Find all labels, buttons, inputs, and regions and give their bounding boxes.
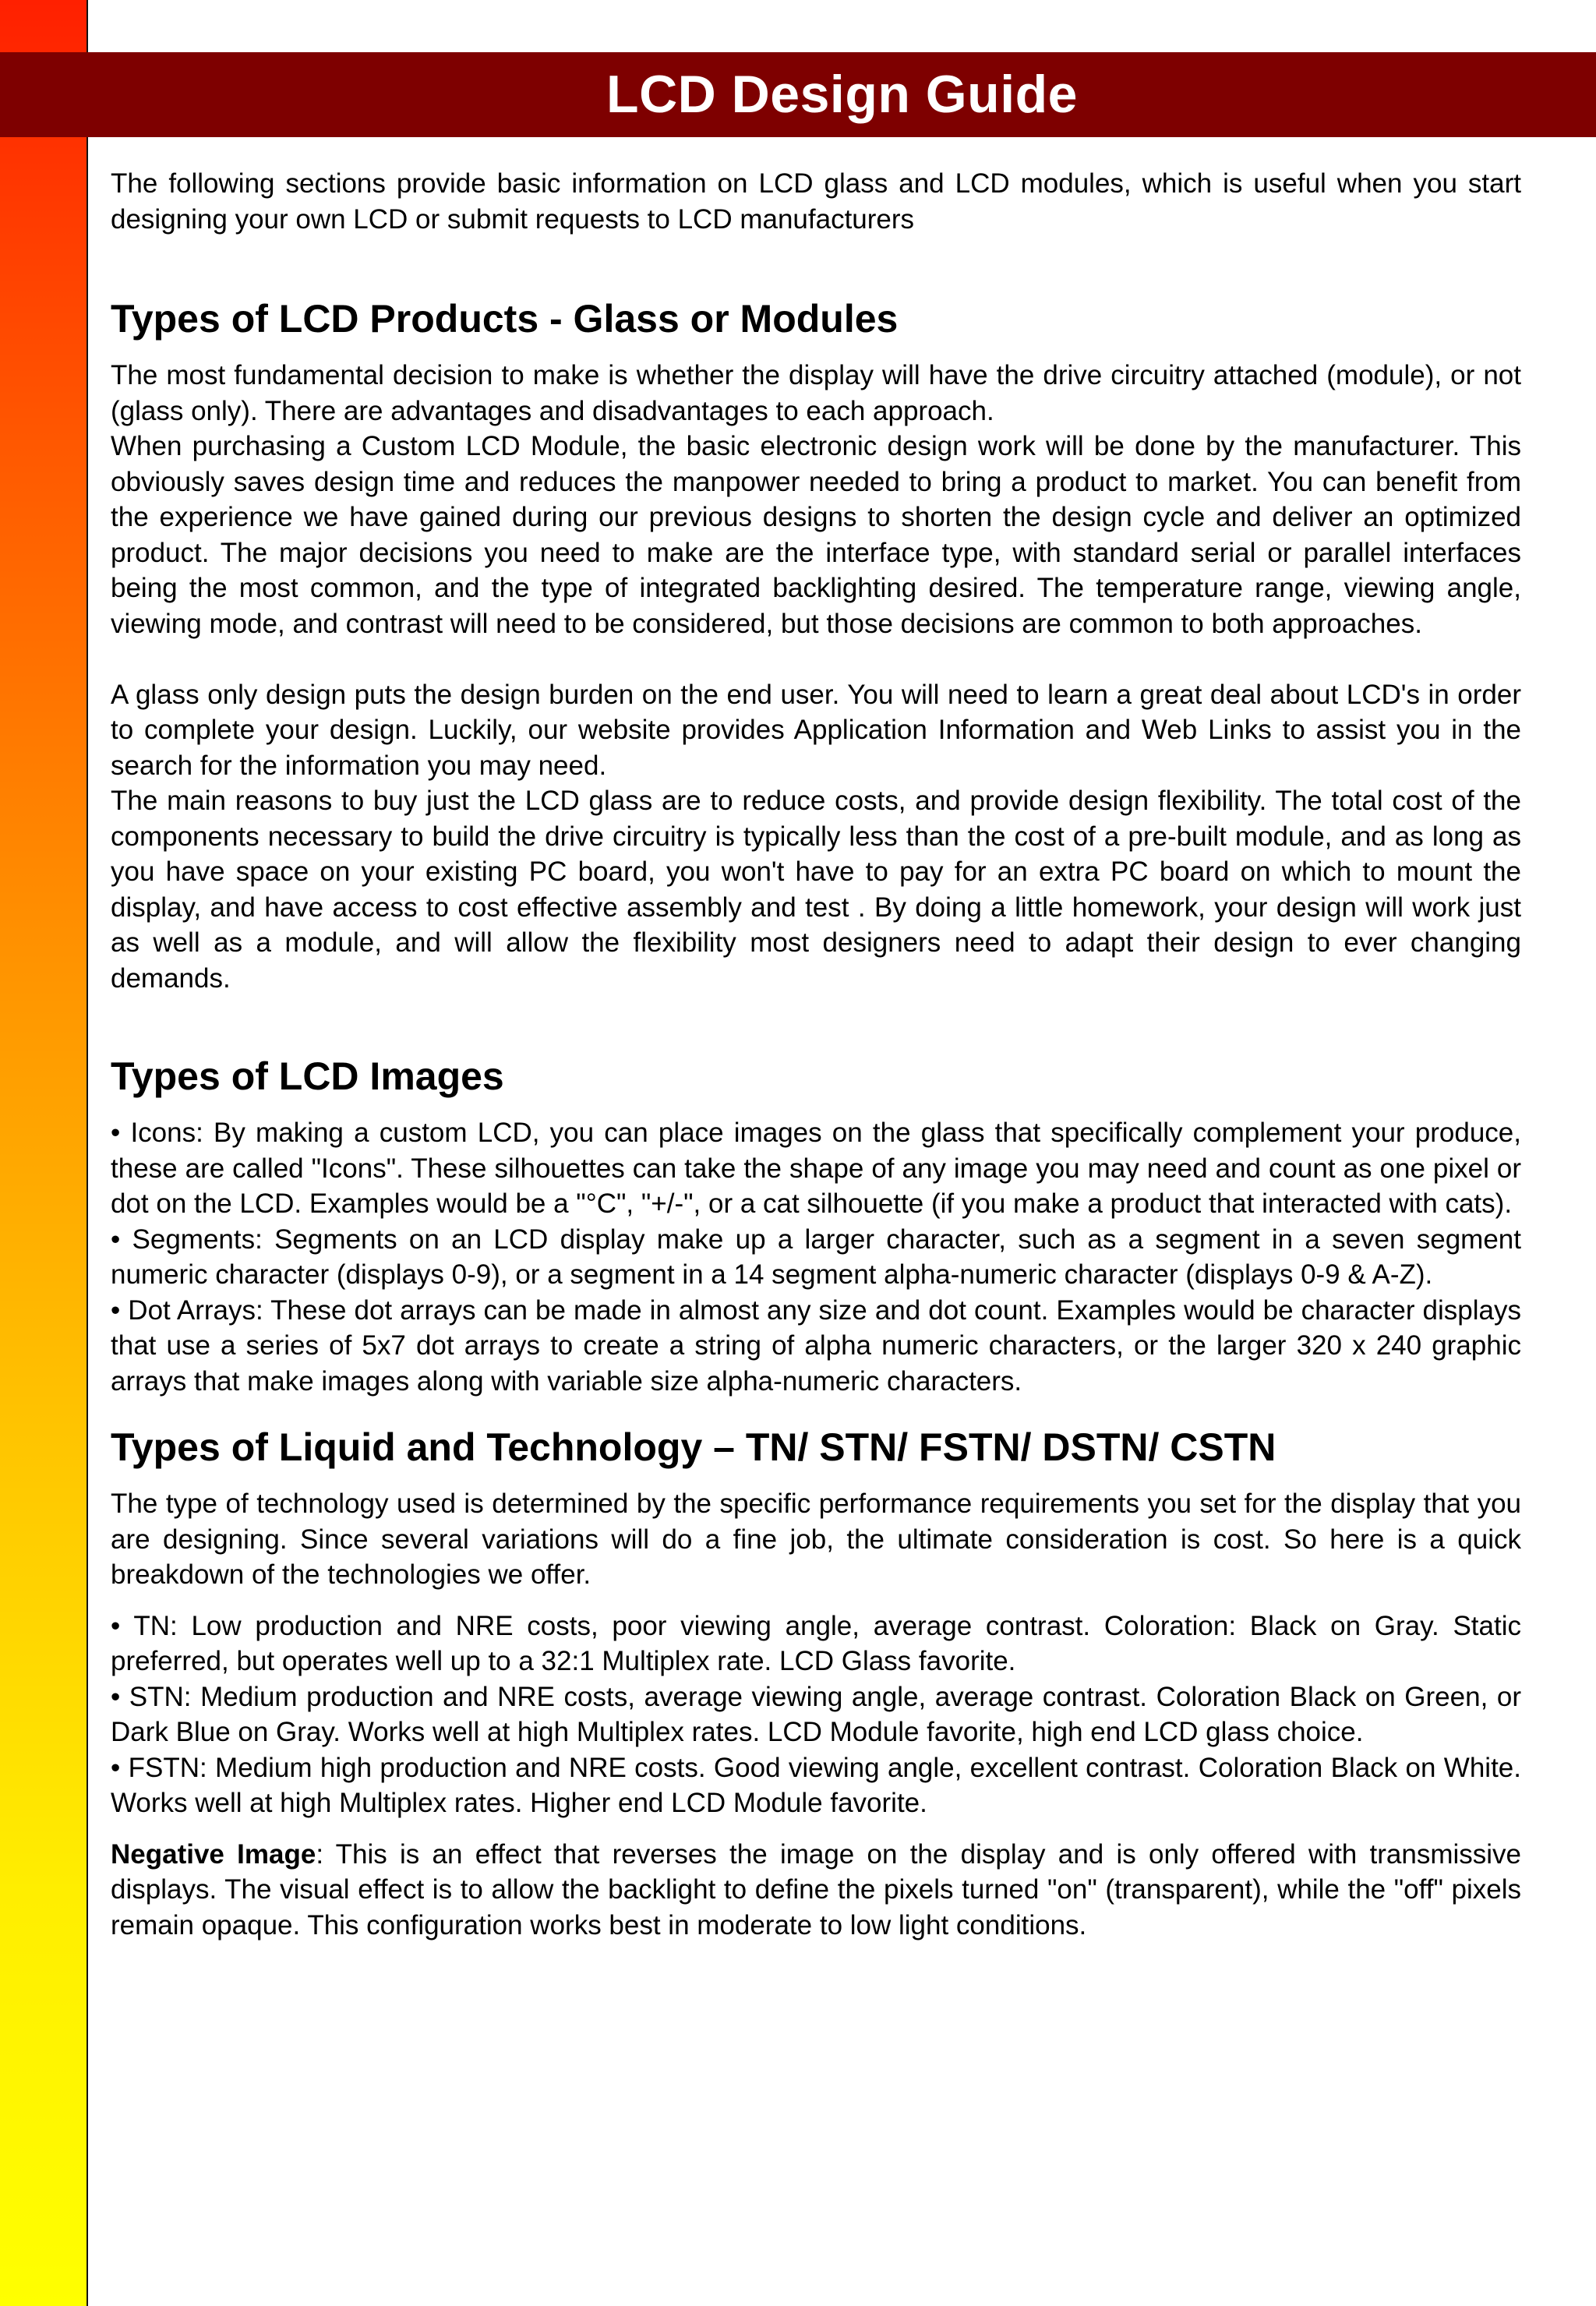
products-paragraph-4: The main reasons to buy just the LCD glass are to reduce costs, and provide design flexibility. The total cost of the components necessary to build the drive circuitry is typically less than the cost of a pre-built module, and as long as you have space on your existing PC board, you won't have to pay for an extra PC board on which to mount the display, and have access to cost effective assembly and test . By doing a little homework, your design will work just as well as a module, and will allow the flexibility most designers need to adapt their design to ever changing demands. [111, 786, 1521, 994]
technology-intro-paragraph: The type of technology used is determined by the specific performance requirements you set for the display that you are designing. Since several variations will do a fine job, the ultimate consideration is cost. So here is a quick breakdown of the technologies we offer. [111, 1488, 1521, 1590]
section-heading-liquid-technology: Types of Liquid and Technology – TN/ STN/ FSTN/ DSTN/ CSTN [111, 1425, 1276, 1469]
products-paragraph-2: When purchasing a Custom LCD Module, the basic electronic design work will be done by the manufacturer. This obviously saves design time and reduces the manpower needed to bring a product to market. You can benefit from the experience we have gained during our previous designs to shorten the design cycle and deliver an optimized product. The major decisions you need to make are the interface type, with standard serial or parallel interfaces being the most common, and the type of integrated backlighting desired. The temperature range, viewing angle, viewing mode, and contrast will need to be considered, but those decisions are common to both approaches. [111, 431, 1521, 639]
intro-paragraph: The following sections provide basic information on LCD glass and LCD modules, which is useful when you start designing your own LCD or submit requests to LCD manufacturers [111, 168, 1521, 235]
products-paragraph-3: A glass only design puts the design burden on the end user. You will need to learn a great deal about LCD's in order to complete your design. Luckily, our website provides Application Information and Web Links to assist you in the search for the information you may need. [111, 679, 1521, 781]
negative-image-label: Negative Image [111, 1838, 316, 1870]
negative-image-text: : This is an effect that reverses the image on the display and is only offered with transmissive displays. The visual effect is to allow the backlight to define the pixels turned "on" (transparent), while the "off" pixels remain opaque. This configuration works best in moderate to low light conditions. [111, 1838, 1521, 1941]
page-title: LCD Design Guide [606, 65, 1078, 124]
technology-bullet-tn: • TN: Low production and NRE costs, poor viewing angle, average contrast. Coloration: Black on Gray. Static preferred, but operates well up to a 32:1 Multiplex rate. LCD Glass favorite. [111, 1610, 1521, 1676]
negative-image-paragraph [111, 1837, 1521, 1944]
section-heading-images: Types of LCD Images [111, 1054, 504, 1098]
technology-bullet-stn: • STN: Medium production and NRE costs, average viewing angle, average contrast. Coloration Black on Green, or Dark Blue on Gray. Works well at high Multiplex rates. LCD Module favorite, high end LCD glass choice. [111, 1681, 1521, 1747]
document-body [111, 166, 1521, 1943]
images-bullet-segments: • Segments: Segments on an LCD display make up a larger character, such as a segment in a seven segment numeric character (displays 0-9), or a segment in a 14 segment alpha-numeric character (displays 0-9 & A-Z). [111, 1224, 1521, 1290]
section-heading-products: Types of LCD Products - Glass or Modules [111, 297, 899, 341]
products-paragraph-1: The most fundamental decision to make is whether the display will have the drive circuitry attached (module), or not (glass only). There are advantages and disadvantages to each approach. [111, 360, 1521, 426]
images-bullet-icons: • Icons: By making a custom LCD, you can place images on the glass that specifically complement your produce, these are called "Icons". These silhouettes can take the shape of any image you may need and count as one pixel or dot on the LCD. Examples would be a "°C", "+/-", or a cat silhouette (if you make a product that interacted with cats). [111, 1118, 1521, 1219]
gradient-side-bar [0, 0, 88, 2306]
images-bullet-dot-arrays: • Dot Arrays: These dot arrays can be made in almost any size and dot count. Examples would be character displays that use a series of 5x7 dot arrays to create a string of alpha numeric characters, or the larger 320 x 240 graphic arrays that make images along with variable size alpha-numeric characters. [111, 1294, 1521, 1397]
paragraph-spacer [111, 641, 1521, 677]
technology-bullet-fstn: • FSTN: Medium high production and NRE costs. Good viewing angle, excellent contrast. Coloration Black on White. Works well at high Multiplex rates. Higher end LCD Module favorite. [111, 1752, 1521, 1818]
